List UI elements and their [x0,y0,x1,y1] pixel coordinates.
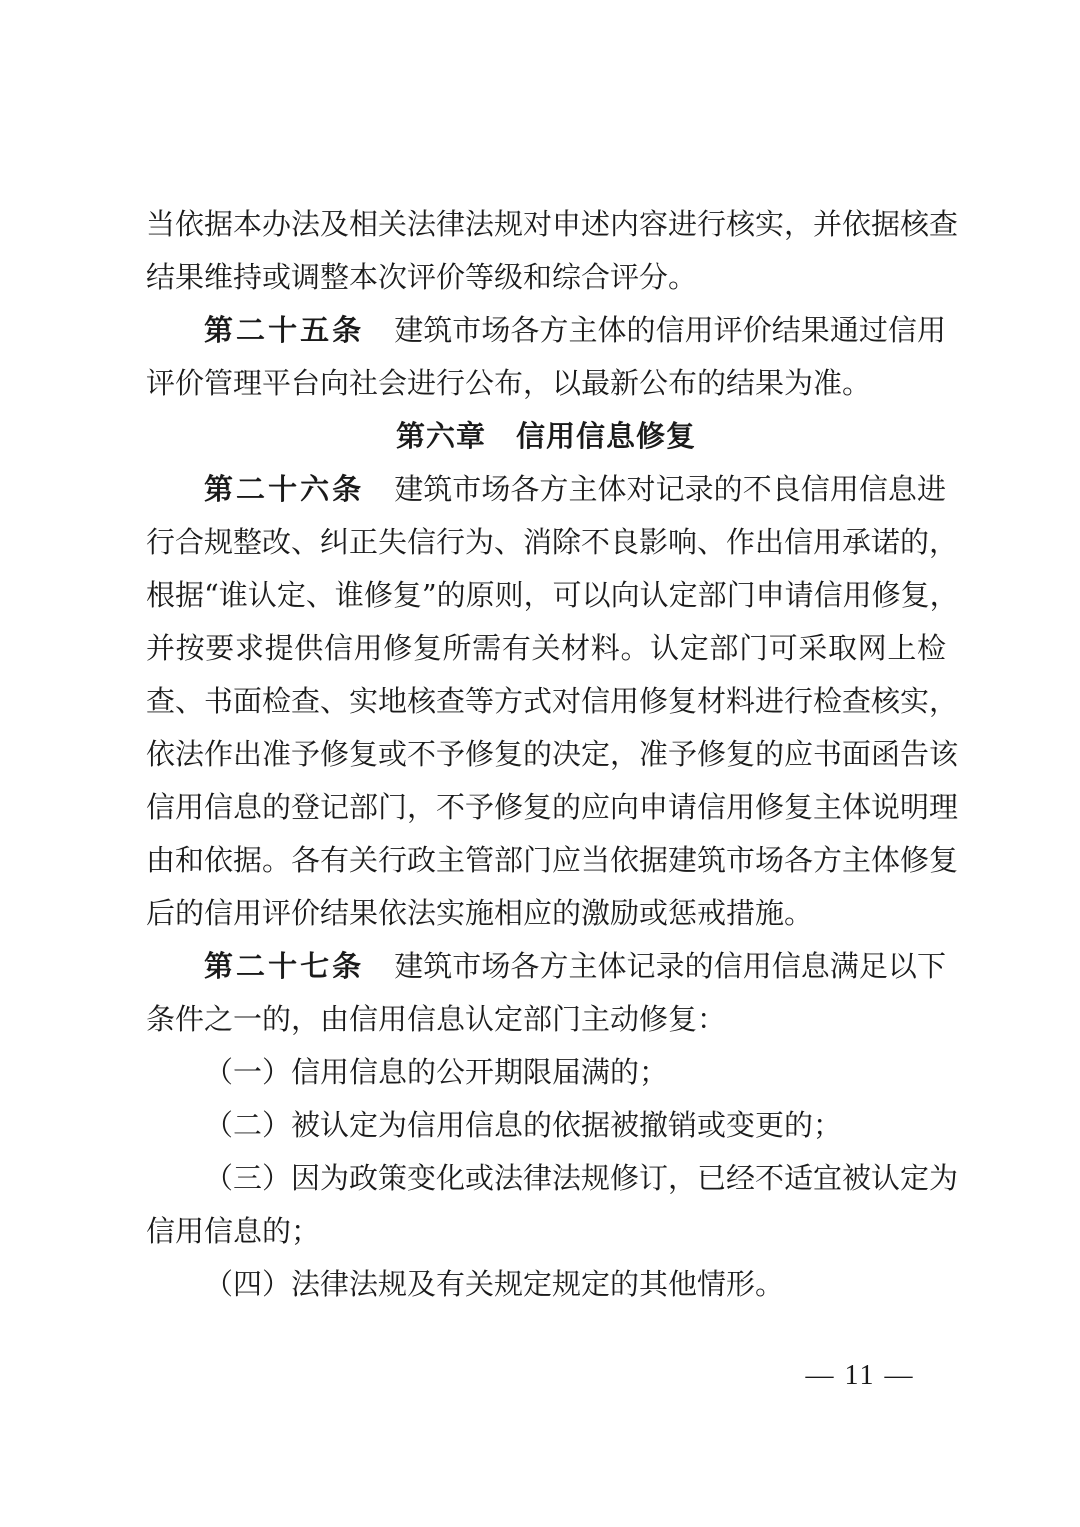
text-line: 根据“谁认定、谁修复”的原则，可以向认定部门申请信用修复， [146,578,959,612]
page-number: — 11 — [805,1360,915,1391]
text-line: 信用信息的； [146,1214,321,1248]
article-27-line [146,940,946,993]
article-26-text: 建筑市场各方主体对记录的不良信用信息进 [394,472,946,506]
text-line: 评价管理平台向社会进行公布，以最新公布的结果为准。 [146,366,872,400]
article-25-text: 建筑市场各方主体的信用评价结果通过信用 [394,313,946,347]
list-item: （四）法律法规及有关规定规定的其他情形。 [204,1267,785,1301]
article-27-text: 建筑市场各方主体记录的信用信息满足以下 [394,949,946,983]
text-line: 并按要求提供信用修复所需有关材料。认定部门可采取网上检 [146,631,946,665]
text-line: 依法作出准予修复或不予修复的决定，准予修复的应书面函告该 [146,737,959,771]
text-line: 由和依据。各有关行政主管部门应当依据建筑市场各方主体修复 [146,843,959,877]
list-item: （二）被认定为信用信息的依据被撤销或变更的； [204,1108,843,1142]
text-line: 后的信用评价结果依法实施相应的激励或惩戒措施。 [146,896,814,930]
text-line: 信用信息的登记部门，不予修复的应向申请信用修复主体说明理 [146,790,959,824]
article-27-number: 第二十七条 [204,949,365,983]
article-25-number: 第二十五条 [204,313,365,347]
article-25-line [146,304,946,357]
text-line: 结果维持或调整本次评价等级和综合评分。 [146,260,698,294]
list-item: （一）信用信息的公开期限届满的； [204,1055,669,1089]
document-body [146,198,959,1311]
text-line: 行合规整改、纠正失信行为、消除不良影响、作出信用承诺的， [146,525,959,559]
text-line: 条件之一的，由信用信息认定部门主动修复： [146,1002,727,1036]
text-line: 查、书面检查、实地核查等方式对信用修复材料进行检查核实， [146,684,959,718]
chapter-title: 信用信息修复 [516,419,697,453]
chapter-heading [146,410,946,463]
chapter-label: 第六章 [395,419,486,453]
article-26-line [146,463,946,516]
text-line: 当依据本办法及相关法律法规对申述内容进行核实，并依据核查 [146,207,959,241]
article-26-number: 第二十六条 [204,472,365,506]
list-item: （三）因为政策变化或法律法规修订，已经不适宜被认定为 [204,1161,959,1195]
